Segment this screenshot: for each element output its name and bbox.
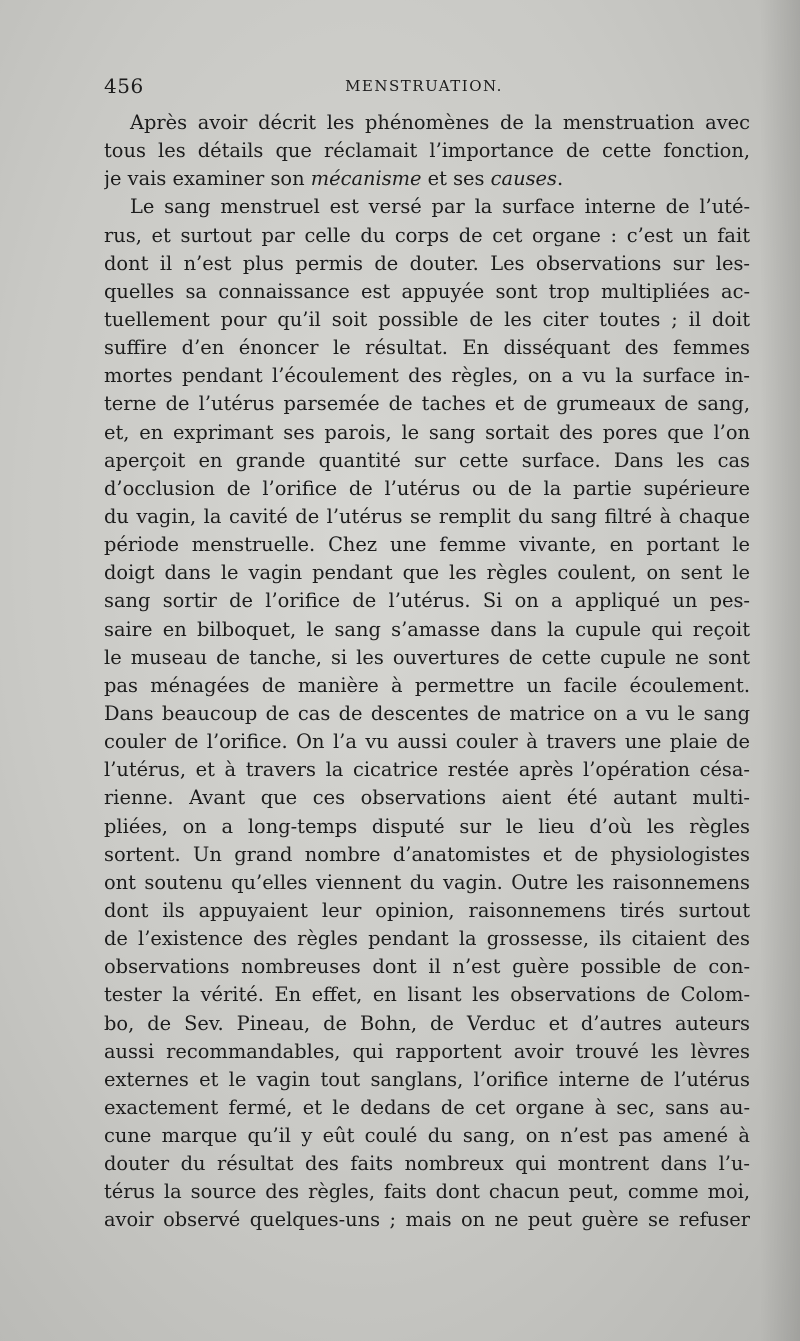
text-line: quelles sa connaissance est appuyée sont trop multipliées ac- — [104, 279, 750, 303]
text-line: tuellement pour qu’il soit possible de les citer toutes ; il doit — [104, 307, 750, 331]
text-line: térus la source des règles, faits dont chacun peut, comme moi, — [104, 1180, 750, 1204]
text-line: du vagin, la cavité de l’utérus se remplit du sang filtré à chaque — [104, 504, 750, 528]
text-line-with-italics: je vais examiner son mécanisme et ses causes. — [104, 167, 564, 191]
text-line: cune marque qu’il y eût coulé du sang, on n’est pas amené à — [104, 1124, 750, 1148]
text-line: aperçoit en grande quantité sur cette surface. Dans les cas — [104, 448, 750, 472]
text-line: et, en exprimant ses parois, le sang sortait des pores que l’on — [104, 420, 750, 444]
text-line: avoir observé quelques-uns ; mais on ne peut guère se refuser — [104, 1208, 750, 1232]
italic-term: causes — [490, 167, 557, 191]
page-header — [104, 74, 744, 104]
text-line: d’occlusion de l’orifice de l’utérus ou de la partie supérieure — [104, 476, 750, 500]
text-line: observations nombreuses dont il n’est guère possible de con- — [104, 955, 750, 979]
text-line: terne de l’utérus parsemée de taches et de grumeaux de sang, — [104, 392, 750, 416]
text-line: douter du résultat des faits nombreux qui montrent dans l’u- — [104, 1152, 750, 1176]
text-line: bo, de Sev. Pineau, de Bohn, de Verduc et d’autres auteurs — [104, 1011, 750, 1035]
text-line: sang sortir de l’orifice de l’utérus. Si on a appliqué un pes- — [104, 589, 750, 613]
text-line: doigt dans le vagin pendant que les règles coulent, on sent le — [104, 561, 750, 585]
text-line: période menstruelle. Chez une femme vivante, en portant le — [104, 533, 750, 557]
text-line: Dans beaucoup de cas de descentes de matrice on a vu le sang — [104, 701, 750, 725]
text-line: exactement fermé, et le dedans de cet organe à sec, sans au- — [104, 1095, 750, 1119]
text-line: Le sang menstruel est versé par la surface interne de l’uté- — [130, 195, 750, 219]
text-line: de l’existence des règles pendant la grossesse, ils citaient des — [104, 927, 750, 951]
text-line: suffire d’en énoncer le résultat. En disséquant des femmes — [104, 336, 750, 360]
text-line: tous les détails que réclamait l’importance de cette fonction, — [104, 139, 750, 163]
page-number: 456 — [104, 74, 144, 98]
text-line: Après avoir décrit les phénomènes de la menstruation avec — [130, 111, 750, 134]
text-line: pliées, on a long-temps disputé sur le lieu d’où les règles — [104, 814, 750, 838]
text-line: dont ils appuyaient leur opinion, raisonnemens tirés surtout — [104, 898, 750, 922]
text-line: mortes pendant l’écoulement des règles, on a vu la surface in- — [104, 364, 750, 388]
text-line: ont soutenu qu’elles viennent du vagin. Outre les raisonnemens — [104, 870, 750, 894]
text-line: sortent. Un grand nombre d’anatomistes et de physiologistes — [104, 842, 750, 866]
text-line: l’utérus, et à travers la cicatrice restée après l’opération césa- — [104, 758, 750, 782]
text-line: le museau de tanche, si les ouvertures de cette cupule ne sont — [104, 645, 750, 669]
page-edge-shadow — [760, 0, 800, 1341]
text-line: rienne. Avant que ces observations aient été autant multi- — [104, 786, 750, 810]
body-text — [104, 109, 750, 1235]
running-head: MENSTRUATION. — [345, 77, 503, 95]
text-line: saire en bilboquet, le sang s’amasse dans la cupule qui reçoit — [104, 617, 750, 641]
text-line: aussi recommandables, qui rapportent avoir trouvé les lèvres — [104, 1039, 750, 1063]
italic-term: mécanisme — [310, 167, 422, 191]
text-line: externes et le vagin tout sanglans, l’orifice interne de l’utérus — [104, 1067, 750, 1091]
text-line: tester la vérité. En effet, en lisant les observations de Colom- — [104, 983, 750, 1007]
text-line: dont il n’est plus permis de douter. Les observations sur les- — [104, 251, 750, 275]
text-line: rus, et surtout par celle du corps de cet organe : c’est un fait — [104, 223, 750, 247]
text-line: couler de l’orifice. On l’a vu aussi couler à travers une plaie de — [104, 730, 750, 754]
text-line: pas ménagées de manière à permettre un facile écoulement. — [104, 673, 750, 697]
